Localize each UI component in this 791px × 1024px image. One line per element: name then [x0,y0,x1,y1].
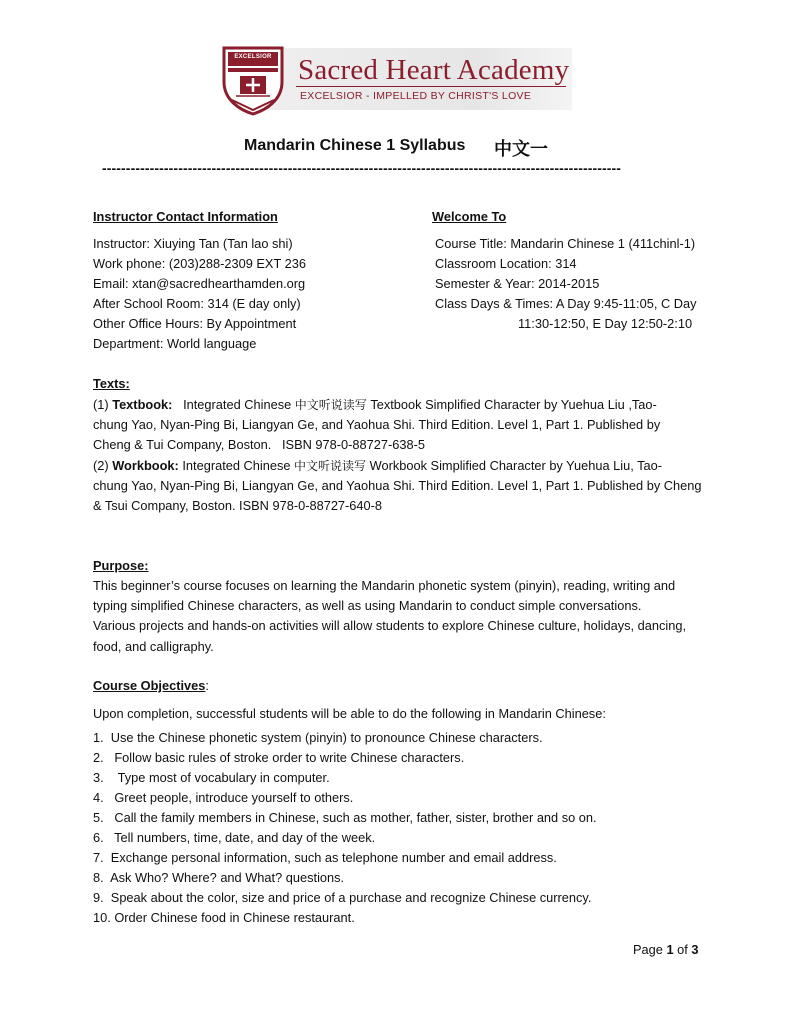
textbook-text-pre: Integrated Chinese [172,397,295,412]
after-school-room: After School Room: 314 (E day only) [93,296,301,311]
page-title: Mandarin Chinese 1 Syllabus [244,137,466,154]
textbook-text-post: Textbook Simplified Character by Yuehua Liu ,Tao- [366,397,657,412]
office-hours: Other Office Hours: By Appointment [93,316,297,331]
purpose-heading: Purpose: [93,558,149,573]
purpose-line-1: This beginner’s course focuses on learning the Mandarin phonetic system (pinyin), reading, writing and [93,578,676,593]
department: Department: World language [93,336,257,351]
objectives-heading-colon: : [205,678,209,693]
title-divider: ------------------------------------------------------------------------------------------------------------- [102,160,622,176]
school-motto: EXCELSIOR - IMPELLED BY CHRIST'S LOVE [300,90,532,102]
objective-item: 8. Ask Who? Where? and What? questions. [93,870,345,885]
objectives-intro: Upon completion, successful students will be able to do the following in Mandarin Chinese: [93,706,606,721]
workbook-number: (2) [93,457,113,473]
crest-label: EXCELSIOR [234,54,272,60]
class-days-times: Class Days & Times: A Day 9:45-11:05, C Day [435,296,697,311]
objectives-heading-text: Course Objectives [93,678,206,693]
objective-item: 3. Type most of vocabulary in computer. [93,770,330,785]
textbook-line-3: Cheng & Tui Company, Boston. ISBN 978-0-88727-638-5 [93,437,425,453]
textbook-line-1 [93,395,708,415]
objectives-heading [93,676,209,696]
instructor-heading: Instructor Contact Information [93,209,278,224]
textbook-chinese-title: 中文听说读写 [294,398,367,412]
objective-item: 7. Exchange personal information, such as telephone number and email address. [93,850,557,865]
texts-list [93,395,708,516]
workbook-label: Workbook: [112,457,179,473]
objective-item: 2. Follow basic rules of stroke order to write Chinese characters. [93,750,465,765]
current-page: 1 [666,942,674,957]
instructor-name: Instructor: Xiuying Tan (Tan lao shi) [93,236,293,251]
purpose-line-4: food, and calligraphy. [93,638,214,654]
objective-item: 4. Greet people, introduce yourself to others. [93,790,354,805]
textbook-number: (1) [93,397,113,412]
objective-item: 9. Speak about the color, size and price of a purchase and recognize Chinese currency. [93,890,592,905]
page-number [633,942,699,957]
work-phone: Work phone: (203)288-2309 EXT 236 [93,256,306,271]
of-word: of [673,942,692,957]
workbook-line-2: chung Yao, Nyan-Ping Bi, Liangyan Ge, and Yaohua Shi. Third Edition. Level 1, Part 1. Published by Cheng [93,477,702,493]
objective-item: 5. Call the family members in Chinese, such as mother, father, sister, brother and so on. [93,810,597,825]
purpose-line-2: typing simplified Chinese characters, as well as using Mandarin to conduct simple conversations. [93,598,642,614]
workbook-text-post: Workbook Simplified Character by Yuehua Liu, Tao- [366,457,662,473]
objective-item: 10. Order Chinese food in Chinese restaurant. [93,910,355,925]
school-name: Sacred Heart Academy [298,54,570,86]
objective-item: 1. Use the Chinese phonetic system (pinyin) to pronounce Chinese characters. [93,730,543,745]
objectives-list [93,728,597,928]
classroom-location: Classroom Location: 314 [435,256,577,271]
welcome-heading: Welcome To [432,209,507,224]
purpose-line-3: Various projects and hands-on activities will allow students to explore Chinese culture, holidays, dancing, [93,618,687,634]
class-days-times-cont: 11:30-12:50, E Day 12:50-2:10 [518,316,693,331]
semester-year: Semester & Year: 2014-2015 [435,276,600,291]
motto-divider [296,86,566,87]
instructor-email: Email: xtan@sacredhearthamden.org [93,276,306,291]
workbook-line-1 [93,456,708,476]
school-logo [218,44,573,116]
page-title-chinese: 中文一 [494,139,548,160]
workbook-text-pre: Integrated Chinese [178,457,295,473]
workbook-chinese-title: 中文听说读写 [294,458,367,473]
workbook-line-3: & Tsui Company, Boston. ISBN 978-0-88727-640-8 [93,498,383,514]
total-pages: 3 [691,942,699,957]
objective-item: 6. Tell numbers, time, date, and day of the week. [93,830,376,845]
texts-heading: Texts: [93,376,130,391]
purpose-text [93,576,708,657]
page-word: Page [633,942,667,957]
textbook-label: Textbook: [112,397,173,412]
course-title: Course Title: Mandarin Chinese 1 (411chinl-1) [435,236,696,251]
textbook-line-2: chung Yao, Nyan-Ping Bi, Liangyan Ge, and Yaohua Shi. Third Edition. Level 1, Part 1. Published by [93,417,661,433]
